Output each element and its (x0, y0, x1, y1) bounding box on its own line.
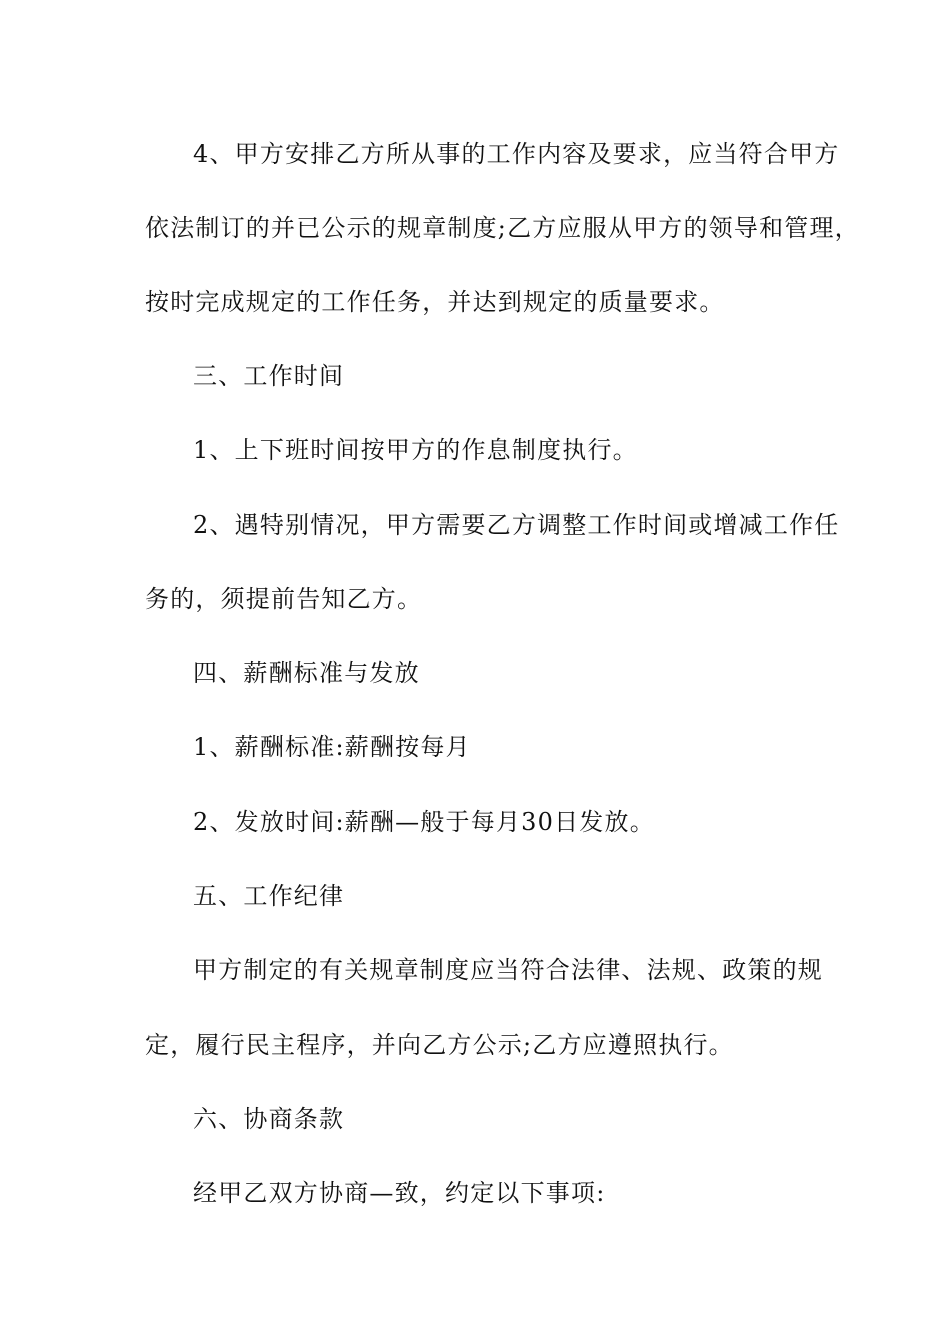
paragraph-line: 经甲乙双方协商—致，约定以下事项: (193, 1179, 606, 1207)
paragraph-line: 务的，须提前告知乙方。 (145, 585, 423, 613)
paragraph-line: 2、发放时间:薪酬—般于每月30日发放。 (193, 808, 655, 836)
paragraph-line: 定，履行民主程序，并向乙方公示;乙方应遵照执行。 (145, 1031, 734, 1059)
paragraph-line: 按时完成规定的工作任务，并达到规定的质量要求。 (145, 288, 725, 316)
section-heading: 四、薪酬标准与发放 (193, 659, 420, 687)
paragraph-line: 甲方制定的有关规章制度应当符合法律、法规、政策的规 (193, 956, 823, 984)
section-heading: 六、协商条款 (193, 1105, 345, 1133)
paragraph-line: 1、薪酬标准:薪酬按每月 (193, 733, 471, 761)
paragraph-line: 4、甲方安排乙方所从事的工作内容及要求，应当符合甲方 (193, 140, 840, 168)
section-heading: 三、工作时间 (193, 362, 345, 390)
paragraph-line: 1、上下班时间按甲方的作息制度执行。 (193, 436, 638, 464)
paragraph-line: 2、遇特别情况，甲方需要乙方调整工作时间或增减工作任 (193, 511, 840, 539)
paragraph-line: 依法制订的并已公示的规章制度;乙方应服从甲方的领导和管理， (145, 214, 860, 242)
section-heading: 五、工作纪律 (193, 882, 345, 910)
